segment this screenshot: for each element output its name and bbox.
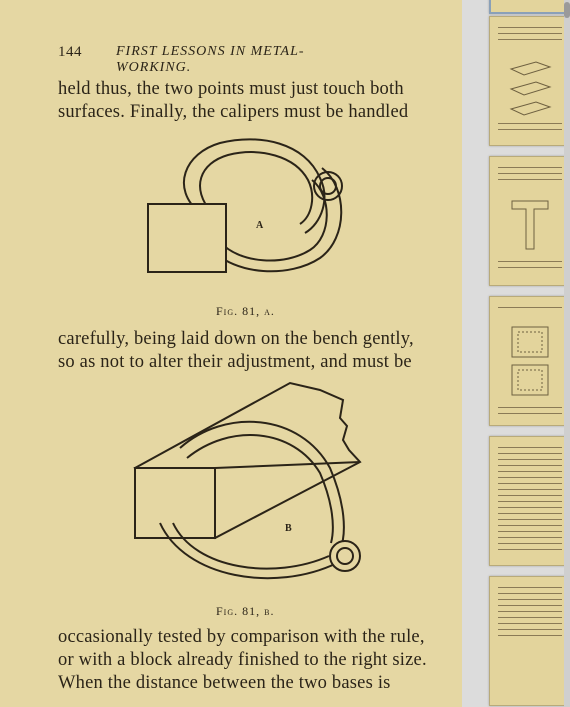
figure-81a-calipers-illustration [140, 128, 370, 280]
page-number: 144 [58, 44, 82, 60]
paragraph-1 [58, 78, 436, 124]
page-header [58, 44, 378, 75]
figure-label-a: A [256, 220, 264, 231]
paragraph-2 [58, 328, 436, 374]
thumbnail-figure [504, 321, 556, 401]
text-line: held thus, the two points must just touch both [58, 79, 404, 99]
scrollbar-thumb[interactable] [564, 2, 570, 18]
page-thumbnail[interactable] [489, 576, 570, 706]
text-line: or with a block already finished to the right size. [58, 650, 427, 670]
figure-81b-caption: Fig. 81, b. [216, 604, 275, 618]
figure-81b-calipers-block-illustration [125, 378, 375, 598]
page-thumbnail[interactable] [489, 16, 570, 146]
page-thumbnail[interactable] [489, 296, 570, 426]
thumbnail-figure [506, 57, 554, 117]
page-thumbnail[interactable] [489, 156, 570, 286]
running-title: FIRST LESSONS IN METAL-WORKING. [116, 44, 305, 75]
text-line: surfaces. Finally, the calipers must be handled [58, 102, 409, 122]
text-line: When the distance between the two bases is [58, 673, 391, 693]
figure-81a-caption: Fig. 81, a. [216, 304, 275, 318]
figure-label-b: B [285, 523, 292, 534]
thumbnail-figure [508, 195, 552, 253]
page-thumbnail-panel [462, 0, 570, 707]
text-line: occasionally tested by comparison with the rule, [58, 627, 425, 647]
page-thumbnail[interactable] [489, 0, 570, 14]
page-thumbnail[interactable] [489, 436, 570, 566]
paragraph-3 [58, 626, 436, 695]
thumbnail-scrollbar[interactable] [564, 0, 570, 707]
text-line: carefully, being laid down on the bench gently, [58, 329, 414, 349]
text-line: so as not to alter their adjustment, and must be [58, 352, 412, 372]
